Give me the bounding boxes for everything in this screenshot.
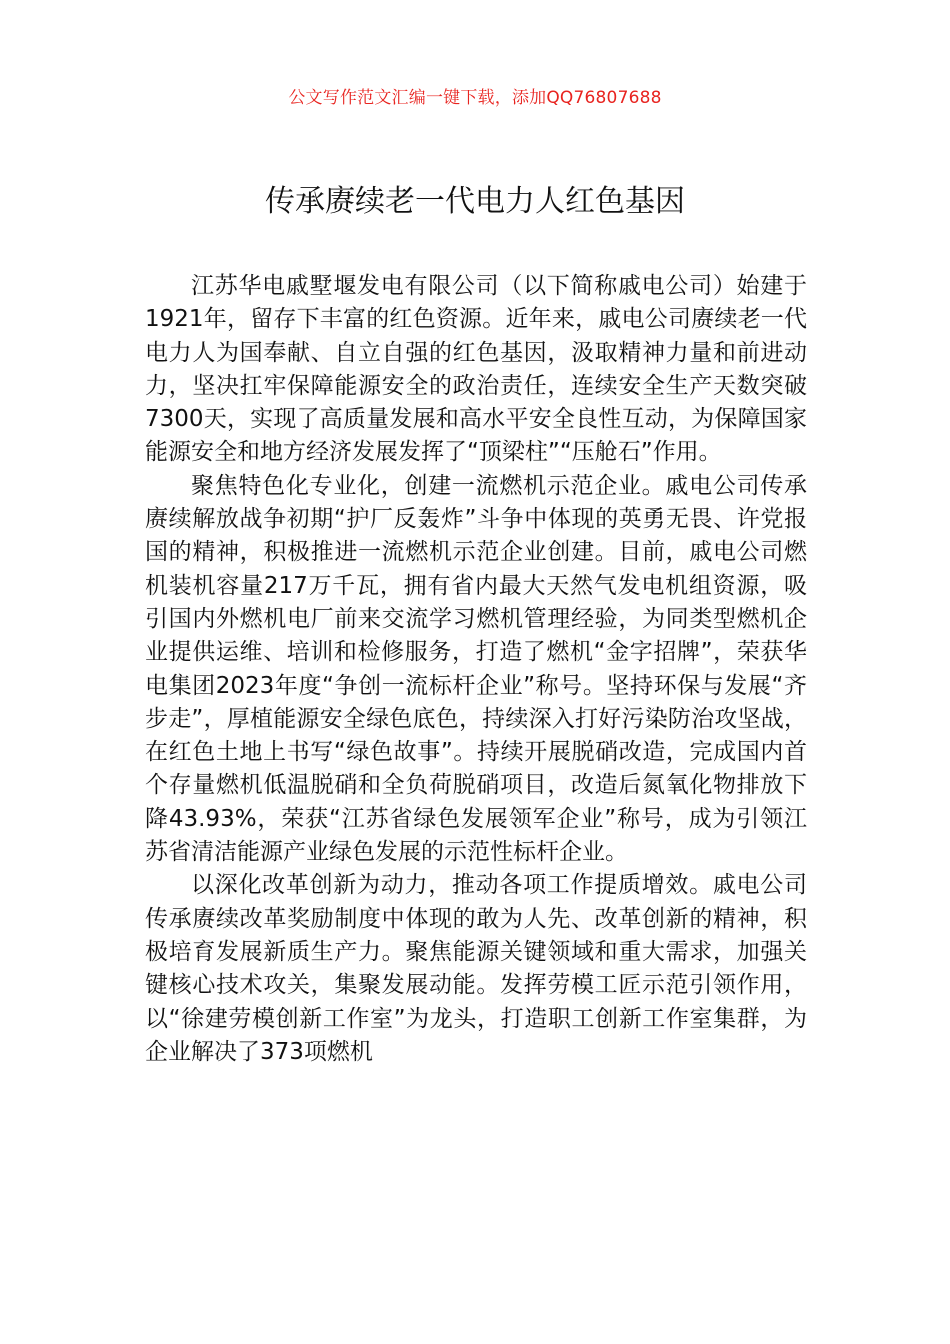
- document-title: 传承赓续老一代电力人红色基因: [265, 184, 685, 219]
- document-body: [145, 270, 807, 1069]
- paragraph-reform-innovation: 以深化改革创新为动力，推动各项工作提质增效。戚电公司传承赓续改革奖励制度中体现的敢为人先、改革创新的精神，积极培育发展新质生产力。聚焦能源关键领域和重大需求，加强关键核心技术攻关，集聚发展动能。发挥劳模工匠示范引领作用，以“徐建劳模创新工作室”为龙头，打造职工创新工作室集群，为企业解决了373项燃机: [145, 872, 807, 1065]
- paragraph-intro: 江苏华电戚墅堰发电有限公司（以下简称戚电公司）始建于1921年，留存下丰富的红色资源。近年来，戚电公司赓续老一代电力人为国奉献、自立自强的红色基因，汲取精神力量和前进动力，坚决扛牢保障能源安全的政治责任，连续安全生产天数突破7300天，实现了高质量发展和高水平安全良性互动，为保障国家能源安全和地方经济发展发挥了“顶梁柱”“压舱石”作用。: [145, 273, 807, 466]
- header-banner: 公文写作范文汇编一键下载，添加QQ76807688: [288, 88, 662, 108]
- paragraph-gas-turbine: 聚焦特色化专业化，创建一流燃机示范企业。戚电公司传承赓续解放战争初期“护厂反轰炸”斗争中体现的英勇无畏、许党报国的精神，积极推进一流燃机示范企业创建。目前，戚电公司燃机装机容量217万千瓦，拥有省内最大天然气发电机组资源，吸引国内外燃机电厂前来交流学习燃机管理经验，为同类型燃机企业提供运维、培训和检修服务，打造了燃机“金字招牌”，荣获华电集团2023年度“争创一流标杆企业”称号。坚持环保与发展“齐步走”，厚植能源安全绿色底色，持续深入打好污染防治攻坚战，在红色土地上书写“绿色故事”。持续开展脱硝改造，完成国内首个存量燃机低温脱硝和全负荷脱硝项目，改造后氮氧化物排放下降43.93%，荣获“江苏省绿色发展领军企业”称号，成为引领江苏省清洁能源产业绿色发展的示范性标杆企业。: [145, 472, 807, 866]
